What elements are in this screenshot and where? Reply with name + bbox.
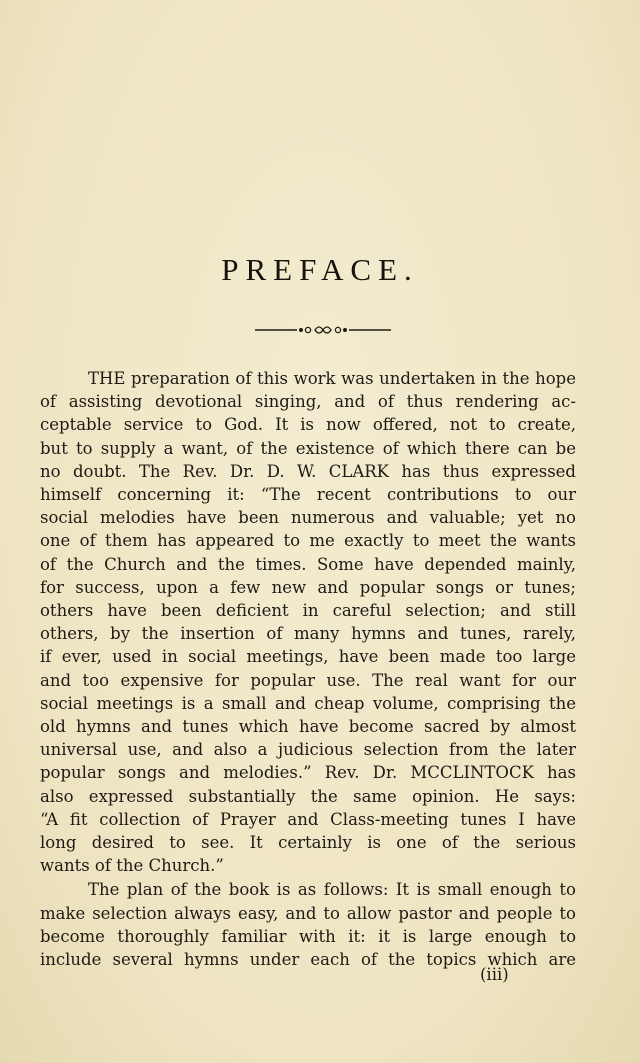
text-line: “A fit collection of Prayer and Class-meeting tunes I have bbox=[40, 809, 576, 829]
page-number: (iii) bbox=[480, 965, 509, 984]
text-line: The plan of the book is as follows: It is small enough to bbox=[88, 880, 576, 900]
text-line: of the Church and the times. Some have depended mainly, bbox=[40, 554, 576, 574]
text-line: for success, upon a few new and popular songs or tunes; bbox=[40, 577, 576, 597]
text-line: social meetings is a small and cheap volume, comprising the bbox=[40, 693, 576, 713]
text-line: one of them has appeared to me exactly to meet the wants bbox=[40, 531, 576, 551]
text-line: popular songs and melodies.” Rev. Dr. MCCLINTOCK has bbox=[40, 763, 576, 783]
preface-body bbox=[40, 367, 576, 971]
text-line: ceptable service to God. It is now offered, not to create, bbox=[40, 415, 576, 435]
text-line: no doubt. The Rev. Dr. D. W. CLARK has thus expressed bbox=[40, 461, 576, 481]
text-line: social melodies have been numerous and valuable; yet no bbox=[40, 508, 576, 528]
text-line: universal use, and also a judicious selection from the later bbox=[40, 740, 576, 760]
text-line: THE preparation of this work was undertaken in the hope bbox=[88, 369, 576, 388]
paragraph-1 bbox=[40, 367, 576, 877]
text-line: of assisting devotional singing, and of thus rendering ac- bbox=[40, 392, 576, 412]
text-line: include several hymns under each of the topics which are bbox=[40, 950, 576, 970]
text-line: wants of the Church.” bbox=[40, 856, 224, 876]
text-line: himself concerning it: “The recent contributions to our bbox=[40, 485, 576, 505]
text-line: others, by the insertion of many hymns and tunes, rarely, bbox=[40, 624, 576, 644]
text-line: old hymns and tunes which have become sacred by almost bbox=[40, 717, 576, 737]
text-line: become thoroughly familiar with it: it is large enough to bbox=[40, 926, 576, 946]
ornament-rule bbox=[255, 323, 391, 337]
page-title: PREFACE. bbox=[221, 252, 419, 287]
text-line: and too expensive for popular use. The real want for our bbox=[40, 670, 576, 690]
text-line: if ever, used in social meetings, have been made too large bbox=[40, 647, 576, 667]
text-line: but to supply a want, of the existence of which there can be bbox=[40, 438, 576, 458]
paragraph-2 bbox=[40, 878, 576, 971]
text-line: also expressed substantially the same opinion. He says: bbox=[40, 786, 576, 806]
text-line: make selection always easy, and to allow pastor and people to bbox=[40, 903, 576, 923]
text-line: long desired to see. It certainly is one of the serious bbox=[40, 833, 576, 853]
text-line: others have been deficient in careful selection; and still bbox=[40, 601, 576, 621]
